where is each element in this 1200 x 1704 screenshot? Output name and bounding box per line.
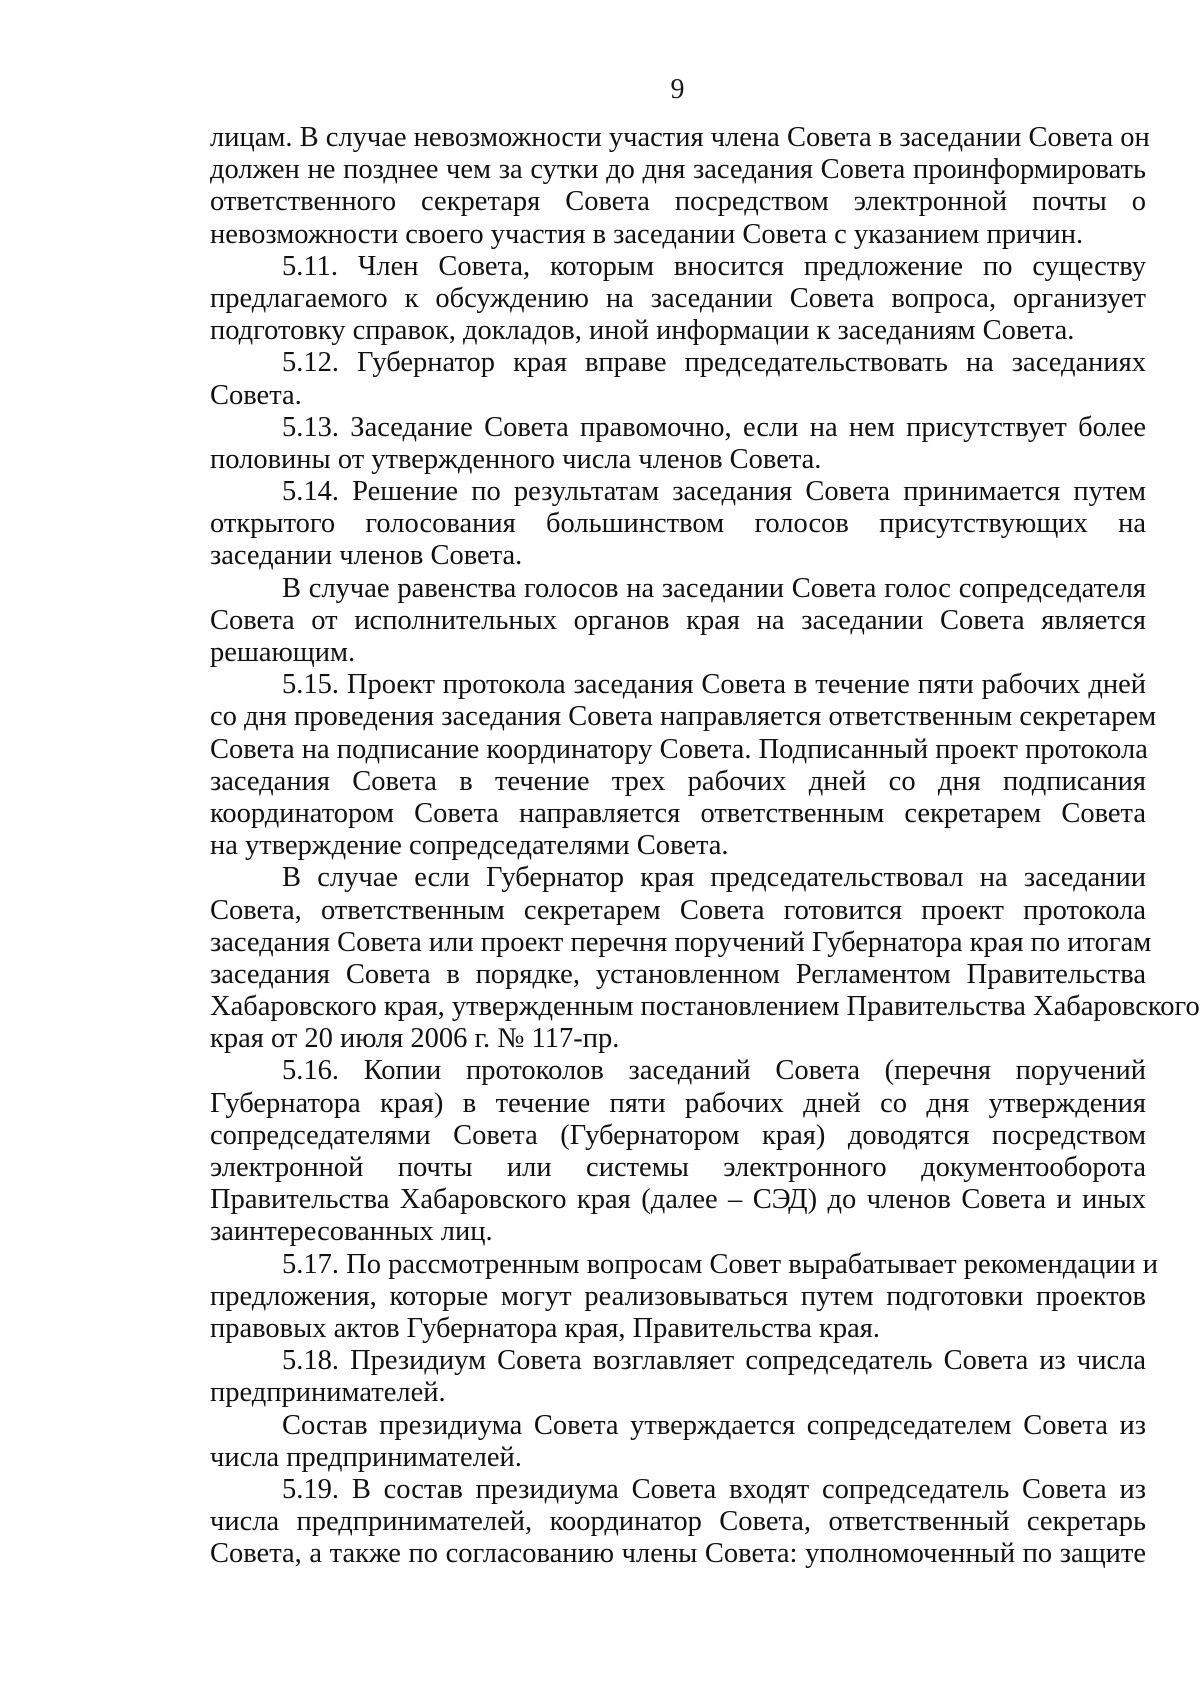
text-line: подготовку справок, докладов, иной информации к заседаниям Совета. <box>210 315 1075 347</box>
text-line: заседания Совета в порядке, установленном Регламентом Правительства <box>210 958 1146 990</box>
text-line: числа предпринимателей, координатор Совета, ответственный секретарь <box>210 1506 1146 1538</box>
text-line: 5.16. Копии протоколов заседаний Совета (перечня поручений <box>282 1055 1146 1087</box>
text-line: заседания Совета в течение трех рабочих дней со дня подписания <box>210 765 1146 797</box>
text-line: края от 20 июля 2006 г. № 117-пр. <box>210 1023 620 1055</box>
text-line: Совета, а также по согласованию члены Совета: уполномоченный по защите <box>210 1538 1146 1570</box>
text-line: 5.11. Член Совета, которым вносится предложение по существу <box>282 250 1146 282</box>
text-line: В случае если Губернатор края председательствовал на заседании <box>282 862 1146 894</box>
text-line: 5.19. В состав президиума Совета входят сопредседатель Совета из <box>282 1473 1146 1505</box>
text-line: Совета. <box>210 379 302 411</box>
page-number: 9 <box>670 74 685 105</box>
text-line: числа предпринимателей. <box>210 1441 522 1473</box>
text-line: сопредседателями Совета (Губернатором края) доводятся посредством <box>210 1119 1146 1151</box>
text-line: 5.17. По рассмотренным вопросам Совет вырабатывает рекомендации и <box>282 1248 1158 1280</box>
text-line: В случае равенства голосов на заседании Совета голос сопредседателя <box>282 572 1146 604</box>
text-line: открытого голосования большинством голосов присутствующих на <box>210 508 1146 540</box>
text-line: со дня проведения заседания Совета направляется ответственным секретарем <box>210 701 1157 733</box>
text-line: заседания Совета или проект перечня поручений Губернатора края по итогам <box>210 926 1152 958</box>
text-line: правовых актов Губернатора края, Правительства края. <box>210 1312 881 1344</box>
text-line: заинтересованных лиц. <box>210 1216 493 1248</box>
text-line: ответственного секретаря Совета посредством электронной почты о <box>210 186 1146 218</box>
text-line: Состав президиума Совета утверждается сопредседателем Совета из <box>282 1409 1146 1441</box>
text-line: Хабаровского края, утвержденным постановлением Правительства Хабаровского <box>210 991 1200 1023</box>
text-line: решающим. <box>210 637 356 668</box>
text-line: лицам. В случае невозможности участия члена Совета в заседании Совета он <box>210 122 1150 153</box>
text-line: невозможности своего участия в заседании Совета с указанием причин. <box>210 218 1084 250</box>
text-line: координатором Совета направляется ответственным секретарем Совета <box>210 797 1146 829</box>
text-line: Правительства Хабаровского края (далее – СЭД) до членов Совета и иных <box>210 1184 1146 1216</box>
text-line: предлагаемого к обсуждению на заседании Совета вопроса, организует <box>210 282 1146 314</box>
text-line: заседании членов Совета. <box>210 540 523 572</box>
text-line: Совета, ответственным секретарем Совета готовится проект протокола <box>210 894 1146 926</box>
text-line: Совета на подписание координатору Совета. Подписанный проект протокола <box>210 733 1148 765</box>
text-line: 5.13. Заседание Совета правомочно, если на нем присутствует более <box>282 411 1146 443</box>
text-line: должен не позднее чем за сутки до дня заседания Совета проинформировать <box>210 154 1146 186</box>
text-line: 5.15. Проект протокола заседания Совета в течение пяти рабочих дней <box>282 669 1146 701</box>
text-line: 5.12. Губернатор края вправе председательствовать на заседаниях <box>282 347 1146 379</box>
text-line: предпринимателей. <box>210 1377 446 1409</box>
text-line: Губернатора края) в течение пяти рабочих дней со дня утверждения <box>210 1087 1146 1119</box>
text-line: электронной почты или системы электронного документооборота <box>210 1152 1146 1183</box>
body-text <box>210 122 1200 1570</box>
text-line: половины от утвержденного числа членов Совета. <box>210 443 822 475</box>
text-line: на утверждение сопредседателями Совета. <box>210 830 729 862</box>
text-line: Совета от исполнительных органов края на заседании Совета является <box>210 604 1146 636</box>
text-line: предложения, которые могут реализовываться путем подготовки проектов <box>210 1280 1146 1312</box>
text-line: 5.14. Решение по результатам заседания Совета принимается путем <box>282 476 1146 508</box>
text-line: 5.18. Президиум Совета возглавляет сопредседатель Совета из числа <box>282 1345 1146 1377</box>
